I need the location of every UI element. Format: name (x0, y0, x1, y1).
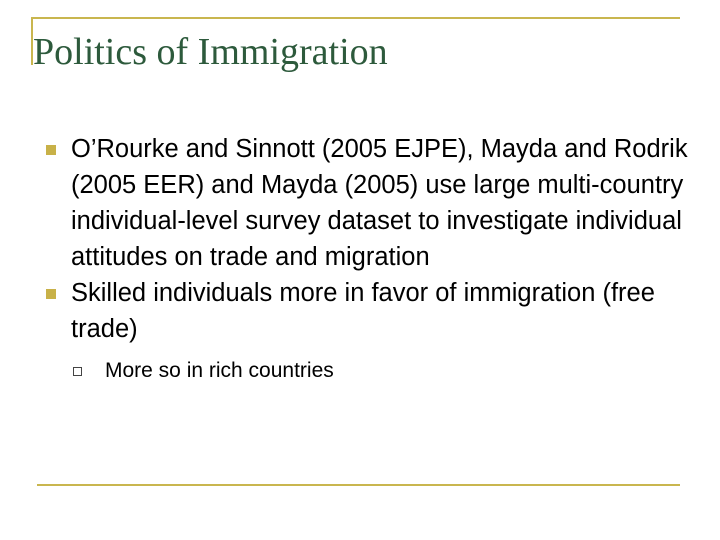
bullet-item (40, 275, 690, 386)
square-bullet-icon (46, 289, 56, 299)
bottom-rule (37, 484, 680, 486)
square-bullet-icon (46, 145, 56, 155)
slide-title: Politics of Immigration (33, 31, 388, 73)
bullet-list (40, 131, 690, 386)
bullet-text: O’Rourke and Sinnott (2005 EJPE), Mayda and Rodrik (2005 EER) and Mayda (2005) use large multi-country individual-level survey dataset to investigate individual attitudes on trade and migration (71, 135, 688, 271)
sub-bullet-text: More so in rich countries (105, 359, 334, 382)
bullet-text: Skilled individuals more in favor of immigration (free trade) (71, 279, 655, 343)
sub-bullet-list (71, 356, 690, 386)
sub-bullet-item (71, 356, 690, 386)
top-rule (31, 17, 680, 19)
hollow-square-bullet-icon (73, 367, 82, 376)
bullet-item (40, 131, 690, 275)
